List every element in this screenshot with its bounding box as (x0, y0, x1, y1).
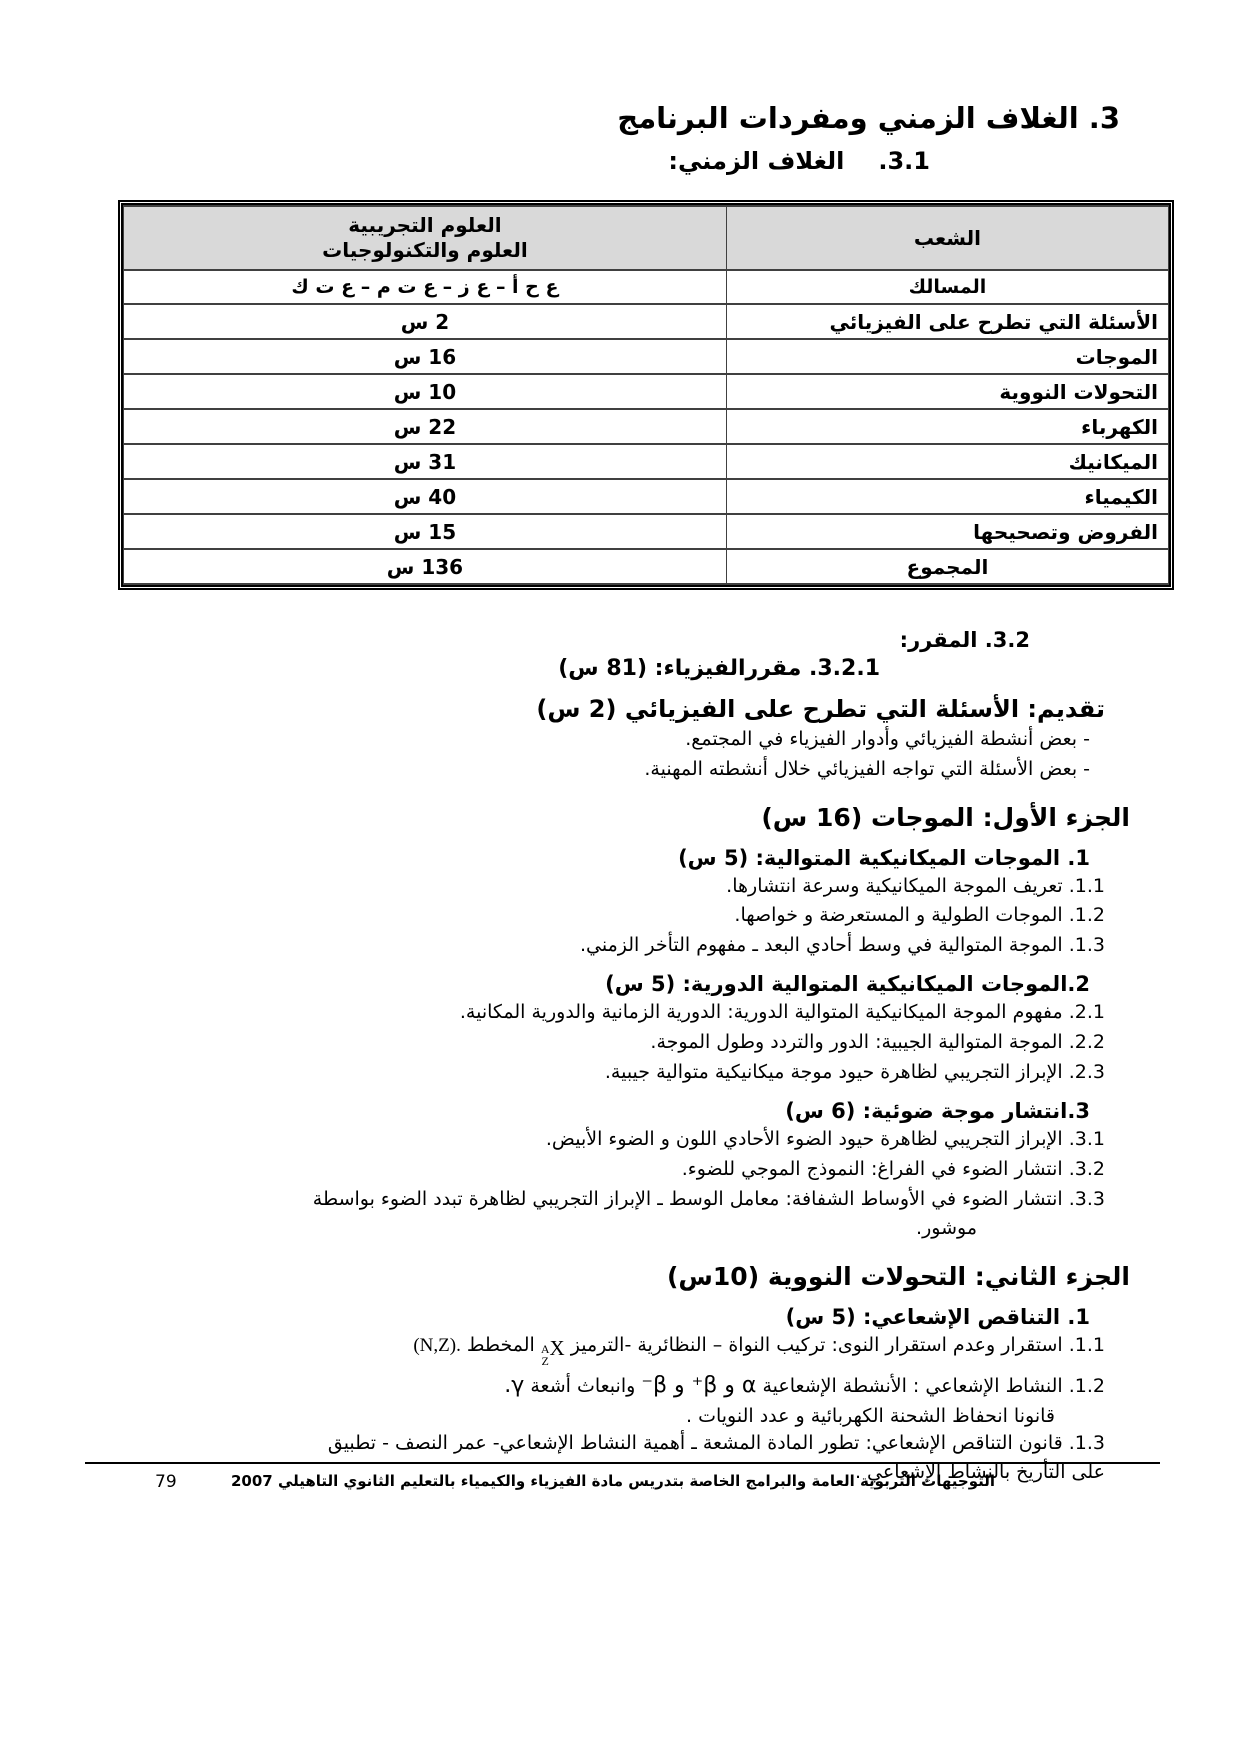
row-value: 15 س (124, 514, 727, 549)
part2-sec1-heading: 1. التناقص الإشعاعي: (5 س) (785, 1304, 1090, 1329)
time-envelope-table (118, 200, 1174, 590)
row-value: 10 س (124, 374, 727, 409)
row-label: الموجات (726, 339, 1168, 374)
curriculum-item: 1.3. قانون التناقص الإشعاعي: تطور المادة المشعة ـ أهمية النشاط الإشعاعي- عمر النصف - تطبيق (327, 1431, 1105, 1454)
subsection-number: 3.1. (878, 147, 930, 176)
curriculum-item: 3.3. انتشار الضوء في الأوساط الشفافة: معامل الوسط ـ الإبراز التجريبي لظاهرة تبدد الضوء بواسطة (312, 1187, 1105, 1210)
row-value: 2 س (124, 304, 727, 339)
subsection-label: الغلاف الزمني: (668, 147, 845, 176)
row-value: 31 س (124, 444, 727, 479)
curriculum-item: 1.2. الموجات الطولية و المستعرضة و خواصها. (734, 904, 1105, 927)
table-row (124, 444, 1169, 479)
greek-activity-symbols: α و β⁺ و β⁻ (641, 1372, 757, 1398)
item-1-2-text-a: 1.2. النشاط الإشعاعي : الأنشطة الإشعاعية (762, 1374, 1105, 1397)
row-label: التحولات النووية (726, 374, 1168, 409)
curriculum-item: 1.3. الموجة المتوالية في وسط أحادي البعد ـ مفهوم التأخر الزمني. (579, 933, 1105, 956)
nz-diagram-label: (N,Z). (413, 1334, 461, 1356)
table-row (124, 479, 1169, 514)
curriculum-item-radioactivity (85, 1371, 1105, 1401)
page-number: 79 (155, 1472, 177, 1492)
table-row (124, 304, 1169, 339)
course-intro-heading: تقديم: الأسئلة التي تطرح على الفيزيائي (2 س) (536, 695, 1105, 724)
tracks-value: ع ح أ – ع ز – ع ت م – ع ت ك (124, 270, 727, 304)
conservation-laws-line: قانونا انحفاظ الشحنة الكهربائية و عدد النويات . (686, 1404, 1055, 1427)
gamma-symbol: γ. (504, 1372, 525, 1398)
header-sciences-line2: العلوم والتكنولوجيات (322, 238, 528, 263)
curriculum-item: 1.1. تعريف الموجة الميكانيكية وسرعة انتشارها. (726, 874, 1105, 897)
section-3-2-title: 3.2. المقرر: (899, 628, 1030, 653)
section-3-2-1-title: 3.2.1. مقررالفيزياء: (81 س) (558, 656, 880, 682)
table-row (124, 514, 1169, 549)
item-1-2-text-b: وانبعاث أشعة (530, 1374, 636, 1397)
row-label: الكهرباء (726, 409, 1168, 444)
part2-heading: الجزء الثاني: التحولات النووية (10س) (666, 1261, 1130, 1291)
intro-bullet: - بعض الأسئلة التي تواجه الفيزيائي خلال أنشطته المهنية. (644, 757, 1090, 780)
curriculum-item-continuation: على التأريخ بالنشاط الإشعاعي . (854, 1461, 1105, 1484)
curriculum-item: 2.1. مفهوم الموجة الميكانيكية المتوالية الدورية: الدورية الزمانية والدورية المكانية. (459, 1001, 1105, 1024)
curriculum-item-continuation: موشور. (916, 1217, 977, 1240)
footer-text: التوجيهات التربوية العامة والبرامج الخاصة بتدريس مادة الفيزياء والكيمياء بالتعليم الثانوي التاهيلي 2007 (230, 1472, 995, 1490)
part1-sec3-heading: 3.انتشار موجة ضوئية: (6 س) (785, 1099, 1090, 1124)
curriculum-item-nuclide (85, 1333, 1105, 1367)
intro-bullet: - بعض أنشطة الفيزيائي وأدوار الفيزياء في المجتمع. (685, 728, 1090, 751)
table-tracks-row (124, 270, 1169, 304)
table-row (124, 339, 1169, 374)
table-row (124, 374, 1169, 409)
table-row (124, 409, 1169, 444)
header-sciences-line1: العلوم التجريبية (348, 213, 502, 238)
subsection-title (85, 146, 930, 176)
item-1-1-text-b: المخطط (466, 1333, 535, 1356)
row-label: الكيمياء (726, 479, 1168, 514)
total-label: المجموع (726, 549, 1168, 584)
header-sciences-cell (124, 206, 727, 270)
page-title: 3. الغلاف الزمني ومفردات البرنامج (617, 101, 1120, 135)
curriculum-item: 2.2. الموجة المتوالية الجيبية: الدور والتردد وطول الموجة. (650, 1031, 1105, 1054)
item-1-1-text-a: 1.1. استقرار وعدم استقرار النوى: تركيب النواة – النظائرية -الترميز (570, 1333, 1105, 1356)
header-branches-cell: الشعب (726, 206, 1168, 270)
row-label: الميكانيك (726, 444, 1168, 479)
total-value: 136 س (124, 549, 727, 584)
mass-number: A (540, 1341, 550, 1356)
atomic-number: Z (541, 1353, 549, 1368)
curriculum-item: 3.2. انتشار الضوء في الفراغ: النموذج الموجي للضوء. (681, 1158, 1105, 1181)
row-label: الأسئلة التي تطرح على الفيزيائي (726, 304, 1168, 339)
part1-sec1-heading: 1. الموجات الميكانيكية المتوالية: (5 س) (678, 845, 1090, 870)
table-header-row (124, 206, 1169, 270)
row-value: 16 س (124, 339, 727, 374)
part1-sec2-heading: 2.الموجات الميكانيكية المتوالية الدورية: (5 س) (605, 972, 1090, 997)
tracks-label: المسالك (726, 270, 1168, 304)
table-row-total (124, 549, 1169, 584)
nuclide-notation (541, 1334, 565, 1367)
curriculum-item: 2.3. الإبراز التجريبي لظاهرة حيود موجة ميكانيكية متوالية جيبية. (604, 1060, 1105, 1083)
curriculum-item: 3.1. الإبراز التجريبي لظاهرة حيود الضوء الأحادي اللون و الضوء الأبيض. (545, 1128, 1105, 1151)
page-footer (85, 1462, 1160, 1490)
row-value: 22 س (124, 409, 727, 444)
element-symbol: X (549, 1335, 565, 1360)
row-label: الفروض وتصحيحها (726, 514, 1168, 549)
row-value: 40 س (124, 479, 727, 514)
part1-heading: الجزء الأول: الموجات (16 س) (761, 802, 1130, 832)
